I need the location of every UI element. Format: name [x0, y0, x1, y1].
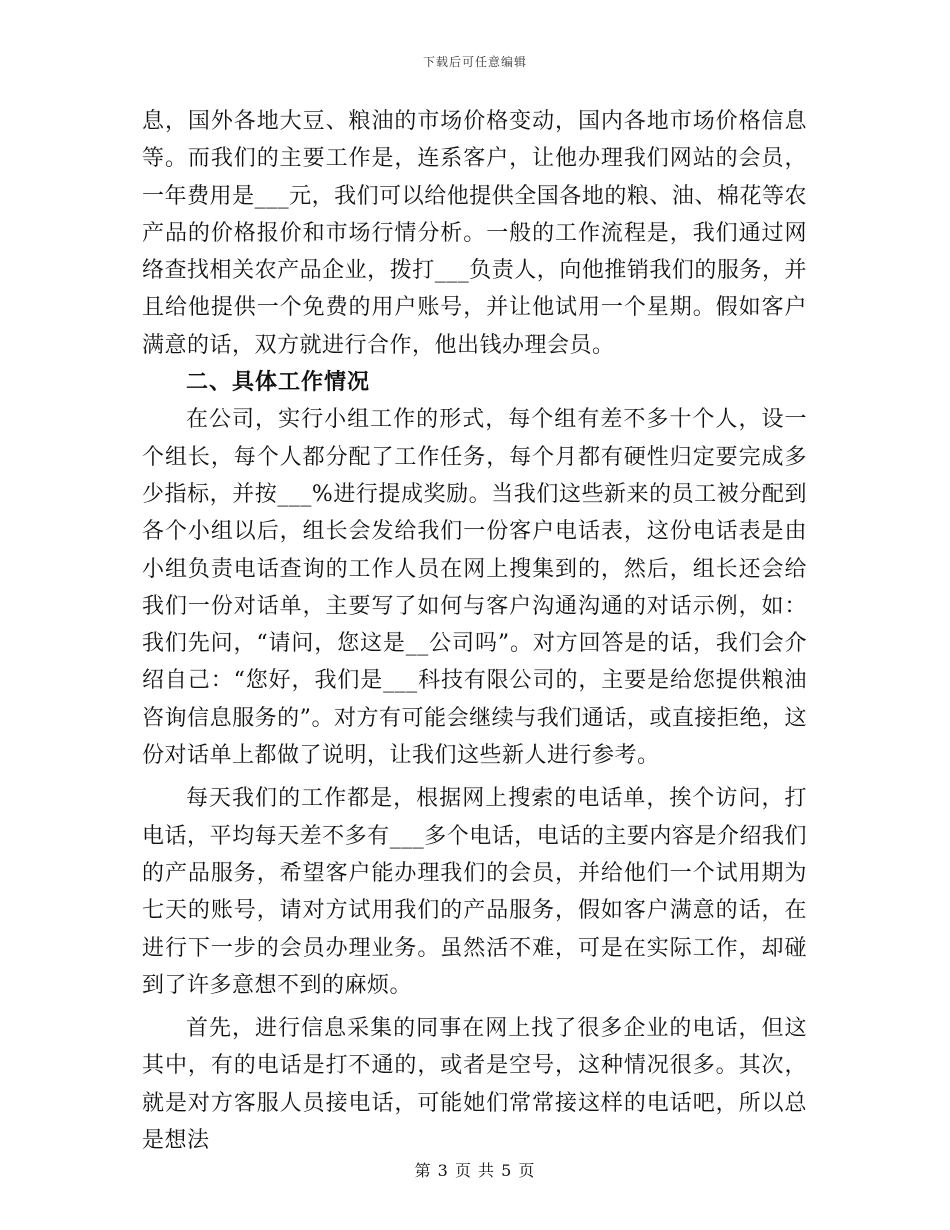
page-content [142, 103, 807, 1159]
page-header: 下载后可任意编辑 [422, 55, 527, 69]
paragraph-work-form: 在公司，实行小组工作的形式，每个组有差不多十个人，设一个组长，每个人都分配了工作任务，每个月都有硬性归定要完成多少指标，并按___%进行提成奖励。当我们这些新来的员工被分配到各个小组以后，组长会发给我们一份客户电话表，这份电话表是由小组负责电话查询的工作人员在网上搜集到的，然后，组长还会给我们一份对话单，主要写了如何与客户沟通沟通的对话示例，如：我们先问，“请问，您这是__公司吗”。对方回答是的话，我们会介绍自己：“您好，我们是___科技有限公司的，主要是给您提供粮油咨询信息服务的”。对方有可能会继续与我们通话，或直接拒绝，这份对话单上都做了说明，让我们这些新人进行参考。 [142, 407, 807, 769]
paragraph-problems: 首先，进行信息采集的同事在网上找了很多企业的电话，但这其中，有的电话是打不通的，或者是空号，这种情况很多。其次，就是对方客服人员接电话，可能她们常常接这样的电话吧，所以总是想法 [142, 1016, 807, 1154]
section-heading: 二、具体工作情况 [186, 370, 371, 396]
paragraph-daily-work: 每天我们的工作都是，根据网上搜索的电话单，挨个访问，打电话，平均每天差不多有___多个电话，电话的主要内容是介绍我们的产品服务，希望客户能办理我们的会员，并给他们一个试用期为七天的账号，请对方试用我们的产品服务，假如客户满意的话，在进行下一步的会员办理业务。虽然活不难，可是在实际工作，却碰到了许多意想不到的麻烦。 [142, 786, 807, 998]
page-footer: 第 3 页 共 5 页 [414, 1161, 536, 1180]
paragraph-continuation: 息，国外各地大豆、粮油的市场价格变动，国内各地市场价格信息等。而我们的主要工作是，连系客户，让他办理我们网站的会员，一年费用是___元，我们可以给他提供全国各地的粮、油、棉花等农产品的价格报价和市场行情分析。一般的工作流程是，我们通过网络查找相关农产品企业，拨打___负责人，向他推销我们的服务，并且给他提供一个免费的用户账号，并让他试用一个星期。假如客户满意的话，双方就进行合作，他出钱办理会员。 [142, 109, 807, 358]
